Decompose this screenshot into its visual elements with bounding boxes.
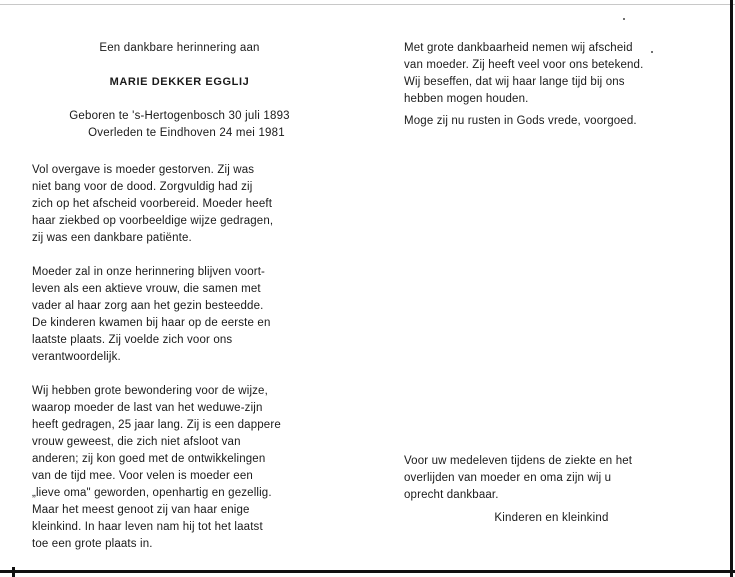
paragraph-admiration [32,383,327,553]
card-corner-mark [12,567,15,577]
deceased-name: MARIE DEKKER EGGLIJ [109,76,250,88]
right-column [404,40,699,524]
signature: Kinderen en kleinkind [494,512,609,524]
text-line: heeft gedragen, 25 jaar lang. Zij is een dappere [32,419,281,431]
text-line: Wij beseffen, dat wij haar lange tijd bij ons [404,76,625,88]
text-line: kleinkind. In haar leven nam hij tot het laatst [32,521,263,533]
text-line: hebben mogen houden. [404,93,529,105]
text-line: „lieve oma" geworden, openhartig en gezellig. [32,487,272,499]
text-line: niet bang voor de dood. Zorgvuldig had zij [32,181,253,193]
text-line: waarop moeder de last van het weduwe-zijn [32,402,263,414]
life-dates [32,108,327,142]
text-line: haar ziekbed op voorbeeldige wijze gedragen, [32,215,274,227]
paragraph-thanks [404,453,699,504]
text-line: leven als een aktieve vrouw, die samen met [32,283,261,295]
paragraph-rest-in-peace [404,113,699,130]
text-line: Wij hebben grote bewondering voor de wijze, [32,385,268,397]
text-line: toe een grote plaats in. [32,538,153,550]
text-line: vader al haar zorg aan het gezin besteedde. [32,300,264,312]
text-line: overlijden van moeder en oma zijn wij u [404,472,612,484]
thanks-block [404,453,699,527]
birth-line: Geboren te 's-Hertogenbosch 30 juli 1893 [69,110,290,122]
text-line: laatste plaats. Zij voelde zich voor ons [32,334,233,346]
paragraph-farewell [404,40,699,108]
text-line: anderen; zij kon goed met de ontwikkelingen [32,453,266,465]
intro-line: Een dankbare herinnering aan [99,42,260,54]
death-line: Overleden te Eindhoven 24 mei 1981 [88,127,285,139]
text-line: Moeder zal in onze herinnering blijven voort- [32,266,266,278]
text-line: zij was een dankbare patiënte. [32,232,192,244]
text-line: van de tijd mee. Voor velen is moeder een [32,470,253,482]
text-line: vrouw geweest, die zich niet afsloot van [32,436,241,448]
text-line: Met grote dankbaarheid nemen wij afscheid [404,42,633,54]
left-column [32,40,327,553]
print-speck [623,18,625,20]
text-line: zich op het afscheid voorbereid. Moeder heeft [32,198,273,210]
paragraph-passing [32,162,327,247]
text-line: van moeder. Zij heeft veel voor ons betekend. [404,59,644,71]
text-line: Maar het meest genoot zij van haar enige [32,504,250,516]
text-line: oprecht dankbaar. [404,489,499,501]
card-top-edge [0,4,735,5]
text-line: Moge zij nu rusten in Gods vrede, voorgoed. [404,115,637,127]
text-line: De kinderen kwamen bij haar op de eerste en [32,317,271,329]
paragraph-remembrance [32,264,327,366]
text-line: Voor uw medeleven tijdens de ziekte en het [404,455,633,467]
text-line: Vol overgave is moeder gestorven. Zij was [32,164,255,176]
card-bottom-edge [0,570,735,573]
text-line: verantwoordelijk. [32,351,121,363]
card-right-edge [730,0,733,577]
